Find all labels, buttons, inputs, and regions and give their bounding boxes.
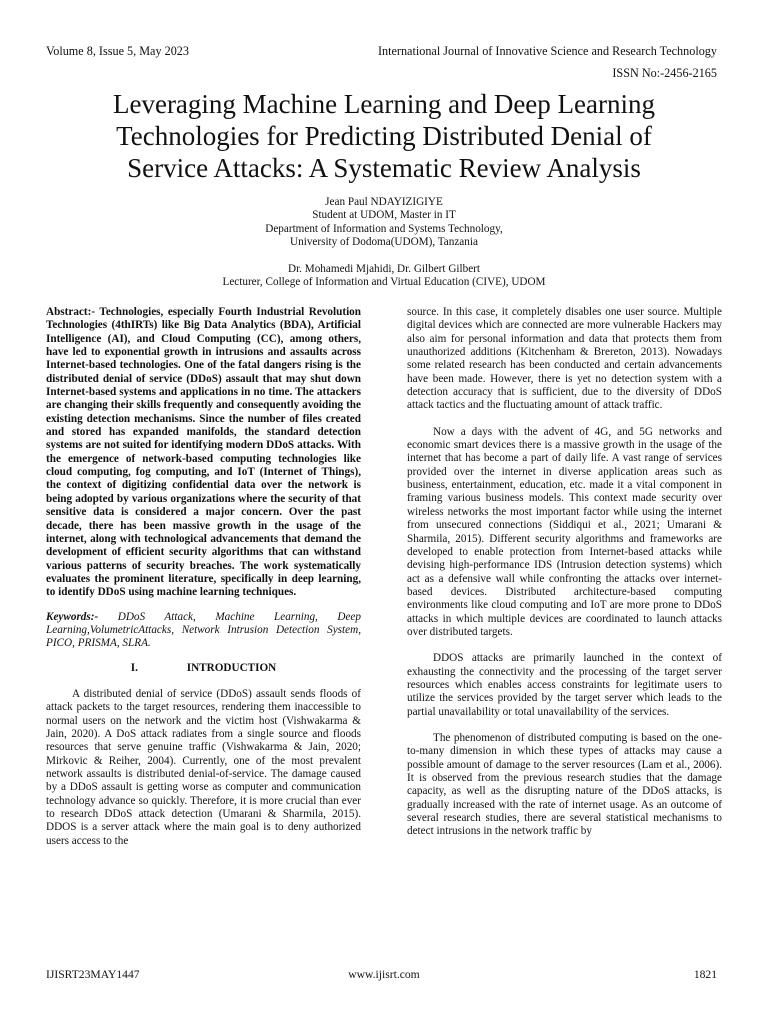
intro-paragraph: A distributed denial of service (DDoS) assault sends floods of attack packets to the target resources, rendering them inaccessible to normal users on the network and the victim host (Vishwakarma & Jain, 2020). A DoS attack radiates from a single source and floods resources that serve genuine traffic (Vishwakarma & Jain, 2020; Mirkovic & Reiher, 2004). Currently, one of the most prevalent network assaults is distributed denial-of-service. The damage caused by a DDoS assault is getting worse as computer and communication technology advance so quickly. Therefore, it is more crucial than ever to research DDoS attack detection (Umarani & Sharmila, 2015). DDOS is a server attack where the main goal is to deny authorized users access to the <box>46 687 361 847</box>
keywords <box>46 611 361 651</box>
keywords-label: Keywords:- <box>46 610 99 623</box>
paragraph: Now a days with the advent of 4G, and 5G networks and economic smart devices there is a massive growth in the usage of the internet that has become a part of daily life. A vast range of services provided over the internet in diverse application areas such as business, entertainment, education, etc. made it a vital component in framing various business models. This context made security over wireless networks the most important factor while using the internet from unsecured connections (Siddiqui et al., 2021; Umarani & Sharmila, 2015). Different security algorithms and frameworks are developed to enable protection from Internet-based attacks while devising high-performance IDS (Intrusion detection systems) which act as a defensive wall while confronting the attacks over internet-based devices. Distributed architecture-based computing environments like cloud computing and IoT are more prone to DDoS attacks in which multiple devices are coordinated to launch attacks over distributed targets. <box>407 425 722 638</box>
author-role: Student at UDOM, Master in IT <box>312 209 456 222</box>
paragraph: DDOS attacks are primarily launched in the context of exhausting the connectivity and the processing of the target server resources which enables access constraints for legitimate users to utilize the services provided by the target server which leads to the partial unavailability or total unavailability of the services. <box>407 652 722 718</box>
header-journal: International Journal of Innovative Science and Research Technology <box>377 44 717 58</box>
paragraph: source. In this case, it completely disables one user source. Multiple digital devices which are connected are more vulnerable Hackers may also aim for personal information and data that protects them from unauthorized additions (Kitchenham & Brereton, 2013). Nowadays some related research has been conducted and certain advancements have been made. However, there is yet no detection system with a detection accuracy that is sufficient, due to the diversity of DDoS attack tactics and the fluctuating amount of attack traffic. <box>407 306 722 412</box>
title-line: Service Attacks: A Systematic Review Analysis <box>127 153 641 183</box>
footer-page-number: 1821 <box>693 968 717 981</box>
right-column <box>407 306 722 839</box>
header-issn: ISSN No:-2456-2165 <box>612 66 717 80</box>
author-department: Department of Information and Systems Technology, <box>265 222 503 235</box>
section-number: I. <box>130 661 138 674</box>
author-university: University of Dodoma(UDOM), Tanzania <box>290 235 478 248</box>
author-block-2 <box>40 263 728 290</box>
footer-paper-id: IJISRT23MAY1447 <box>46 968 140 981</box>
paragraph: The phenomenon of distributed computing is based on the one-to-many dimension in which these types of attacks may cause a possible amount of damage to the server resources (Lam et al., 2006). It is observed from the previous research studies that the damage capacity, as well as the disrupting nature of the DDoS attacks, is gradually increased with the rate of internet usage. As an outcome of several research studies, there are several statistical mechanisms to detect intrusions in the network traffic by <box>407 731 722 838</box>
footer-website-link[interactable]: www.ijisrt.com <box>348 968 420 981</box>
author-names: Dr. Mohamedi Mjahidi, Dr. Gilbert Gilbert <box>287 263 481 275</box>
paper-title <box>40 88 728 184</box>
title-line: Leveraging Machine Learning and Deep Learning <box>112 89 655 119</box>
title-line: Technologies for Predicting Distributed Denial of <box>116 121 652 151</box>
header-volume: Volume 8, Issue 5, May 2023 <box>46 44 189 58</box>
author-affiliation: Lecturer, College of Information and Virtual Education (CIVE), UDOM <box>222 276 546 289</box>
section-heading <box>46 662 361 675</box>
section-title: INTRODUCTION <box>186 661 277 674</box>
keywords-text: DDoS Attack, Machine Learning, Deep Learning,VolumetricAttacks, Network Intrusion Detection System, PICO, PRISMA, SLRA. <box>46 610 361 650</box>
author-block-1 <box>40 196 728 249</box>
left-column <box>46 306 361 848</box>
abstract: Abstract:- Technologies, especially Fourth Industrial Revolution Technologies (4thIRTs) like Big Data Analytics (BDA), Artificial Intelligence (AI), and Cloud Computing (CC), among others, have led to exponential growth in intrusions and assaults across Internet-based technologies. One of the fatal dangers rising is the distributed denial of service (DDoS) assault that may shut down Internet-based systems and applications in no time. The attackers are changing their skills frequently and consequently avoiding the existing detection mechanisms. Since the number of files created and stored has expanded manifolds, the standard detection systems are not suited for identifying modern DDoS attacks. With the emergence of network-based computing technologies like cloud computing, fog computing, and IoT (Internet of Things), the context of digitizing confidential data over the network is being adopted by various organizations where the security of that sensitive data is considered a major concern. Over the past decade, there has been massive growth in the usage of the internet, along with technological advancements that demand the development of efficient security algorithms that can withstand various patterns of security breaches. The work systematically evaluates the prominent literature, specifically in deep learning, to identify DDoS using machine learning techniques. <box>46 306 361 599</box>
author-name: Jean Paul NDAYIZIGIYE <box>325 196 443 208</box>
